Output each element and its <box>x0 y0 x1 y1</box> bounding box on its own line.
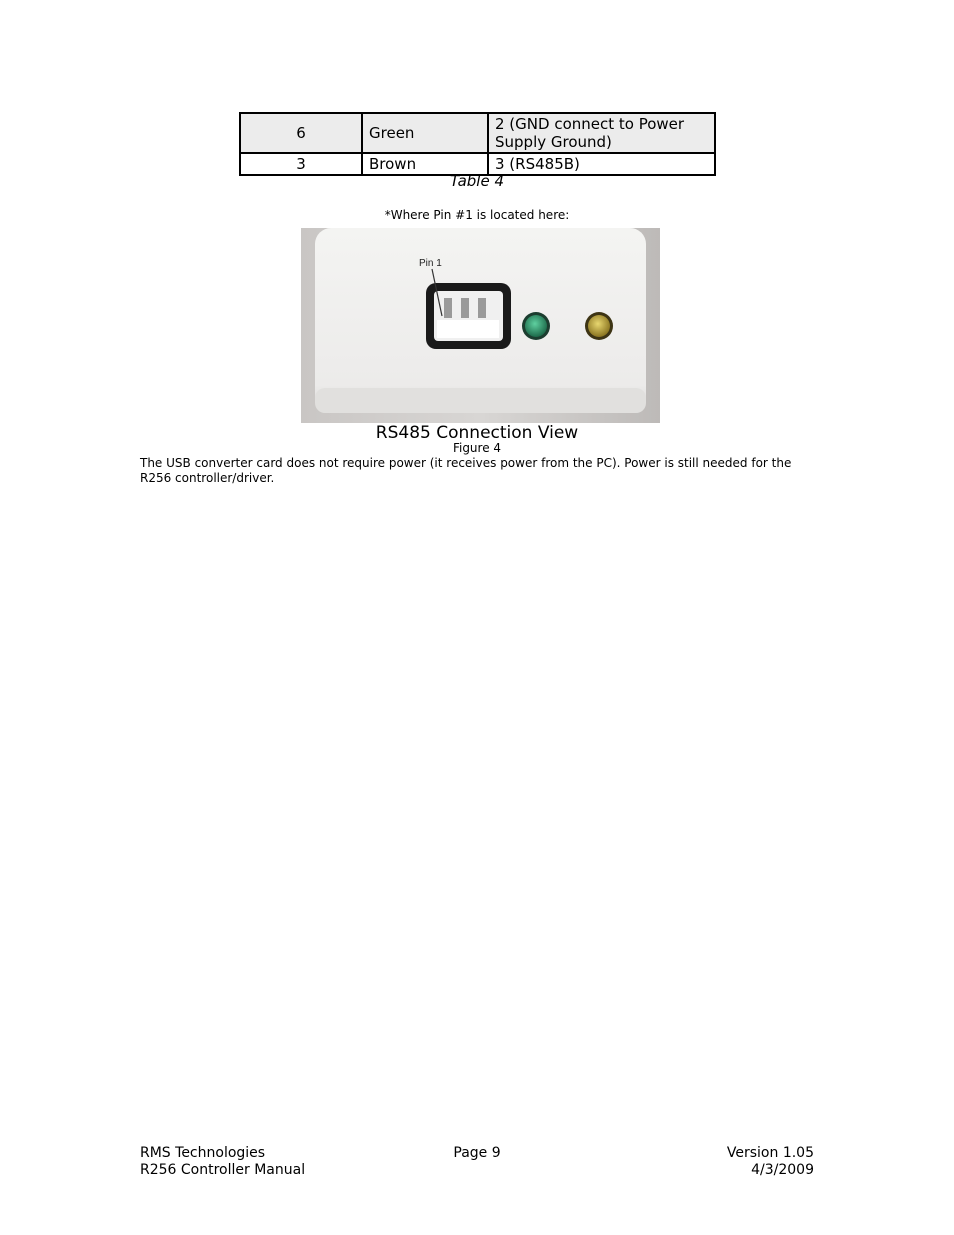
table-cell: 2 (GND connect to Power Supply Ground) <box>488 113 715 153</box>
pin-table <box>239 112 716 176</box>
table-cell: Brown <box>362 153 488 175</box>
figure-title: RS485 Connection View <box>375 423 579 443</box>
figure-label: Figure 4 <box>452 441 502 455</box>
table-row <box>240 113 715 153</box>
footer-company: RMS Technologies <box>140 1145 266 1161</box>
table-cell: Green <box>362 113 488 153</box>
rs485-connector-photo <box>301 228 660 423</box>
footer-right <box>727 1145 814 1179</box>
table-cell: 3 (RS485B) <box>488 153 715 175</box>
pin-note: *Where Pin #1 is located here: <box>384 208 570 222</box>
footer-version: Version 1.05 <box>726 1145 814 1161</box>
table-caption: Table 4 <box>449 172 504 190</box>
pin-1-label: Pin 1 <box>419 258 442 269</box>
body-paragraph: The USB converter card does not require power (it receives power from the PC). Power is still needed for the R256 controller/driver. <box>140 456 792 485</box>
footer-date: 4/3/2009 <box>751 1162 814 1178</box>
footer-manual-title: R256 Controller Manual <box>140 1162 306 1178</box>
table-cell: 3 <box>240 153 362 175</box>
table-cell: 6 <box>240 113 362 153</box>
footer-page-number: Page 9 <box>453 1145 501 1161</box>
